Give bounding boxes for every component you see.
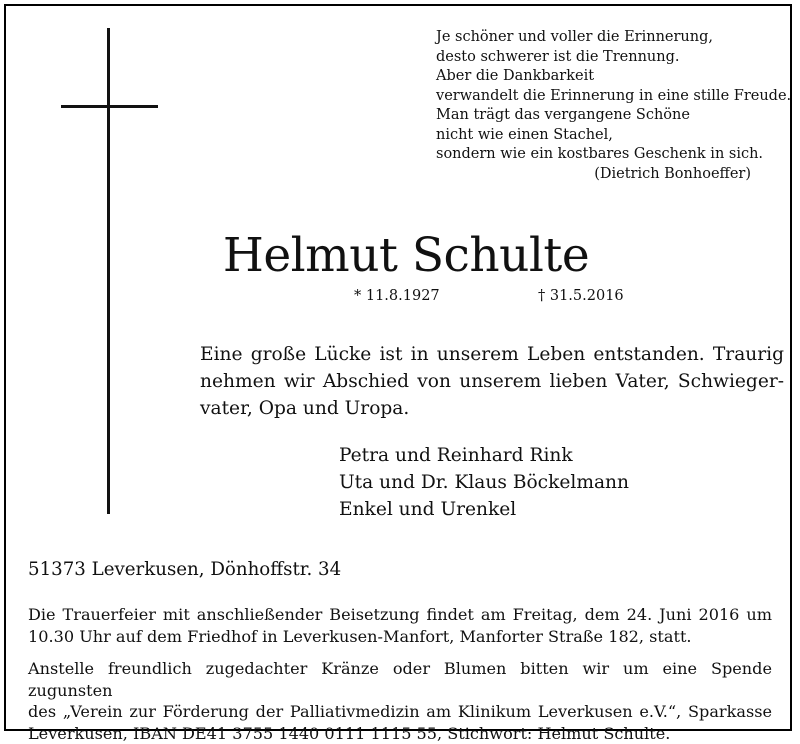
poem-line: sondern wie ein kostbares Geschenk in sich.	[436, 145, 751, 165]
donation-line: Anstelle freundlich zugedachter Kränze oder Blumen bitten wir um eine Spende zugunsten	[28, 658, 772, 701]
funeral-line: Die Trauerfeier mit anschließender Beisetzung findet am Freitag, dem 24. Juni 2016 um	[28, 604, 772, 626]
funeral-info	[28, 604, 772, 647]
poem-line: verwandelt die Erinnerung in eine stille Freude.	[436, 87, 751, 107]
cross-icon	[107, 28, 110, 514]
donation-info	[28, 658, 772, 744]
donation-line: Leverkusen, IBAN DE41 3755 1440 0111 1115 55, Stichwort: Helmut Schulte.	[28, 723, 772, 744]
funeral-line: 10.30 Uhr auf dem Friedhof in Leverkusen-Manfort, Manforter Straße 182, statt.	[28, 626, 772, 648]
poem-line: desto schwerer ist die Trennung.	[436, 48, 751, 68]
family-member: Petra und Reinhard Rink	[339, 442, 629, 469]
poem-quote	[436, 28, 751, 184]
deceased-name: Helmut Schulte	[166, 228, 646, 284]
poem-line: Aber die Dankbarkeit	[436, 67, 751, 87]
poem-line: Man trägt das vergangene Schöne	[436, 106, 751, 126]
poem-line: Je schöner und voller die Erinnerung,	[436, 28, 751, 48]
mourning-message: Eine große Lücke ist in unserem Leben entstanden. Traurig nehmen wir Abschied von unserem lieben Vater, Schwieger-vater, Opa und Uropa.	[200, 341, 784, 422]
family-member: Enkel und Urenkel	[339, 496, 629, 523]
birth-date: * 11.8.1927	[354, 287, 440, 305]
death-date: † 31.5.2016	[538, 287, 624, 305]
poem-author: (Dietrich Bonhoeffer)	[436, 165, 751, 185]
cross-icon-beam	[61, 105, 158, 108]
donation-line: des „Verein zur Förderung der Palliativmedizin am Klinikum Leverkusen e.V.“, Sparkasse	[28, 701, 772, 723]
family-list	[339, 442, 629, 523]
obituary-notice	[4, 4, 792, 731]
address: 51373 Leverkusen, Dönhoffstr. 34	[28, 558, 341, 582]
poem-line: nicht wie einen Stachel,	[436, 126, 751, 146]
family-member: Uta und Dr. Klaus Böckelmann	[339, 469, 629, 496]
